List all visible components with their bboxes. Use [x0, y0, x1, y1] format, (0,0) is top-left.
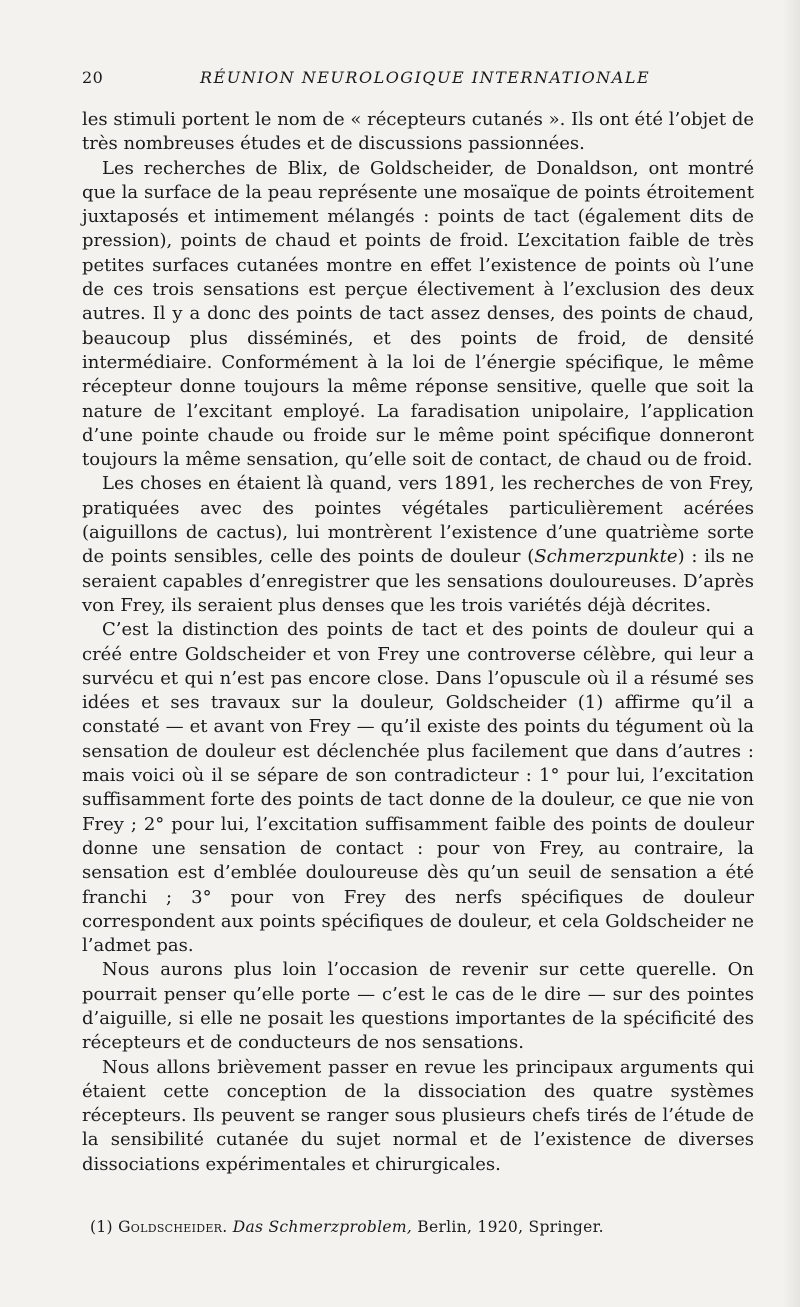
paragraph-4: C’est la distinction des points de tact et des points de douleur qui a créé entre Goldscheider et von Frey une controverse célèbre, qui leur a survécu et qui n’est pas encore close. Dans l’opuscule où il a résumé ses idées et ses travaux sur la douleur, Goldscheider (1) affirme qu’il a constaté — et avant von Frey — qu’il existe des points du tégument où la sensation de douleur est déclenchée plus facilement que dans d’autres : mais voici où il se sépare de son contradicteur : 1° pour lui, l’excitation suffisamment forte des points de tact donne de la douleur, ce que nie von Frey ; 2° pour lui, l’excitation suffisamment faible des points de douleur donne une sensation de contact : pour von Frey, au contraire, la sensation est d’emblée douloureuse dès qu’un seuil de sensation a été franchi ; 3° pour von Frey des nerfs spécifiques de douleur correspondent aux points spécifiques de douleur, et cela Goldscheider ne l’admet pas.: [82, 619, 754, 957]
paragraph-3: [82, 472, 754, 618]
paragraph-2: Les recherches de Blix, de Goldscheider, de Donaldson, ont montré que la surface de la peau représente une mosaïque de points étroitement juxtaposés et intimement mélangés : points de tact (également dits de pression), points de chaud et points de froid. L’excitation faible de très petites surfaces cutanées montre en effet l’existence de points où l’une de ces trois sensations est perçue électivement à l’exclusion des deux autres. Il y a donc des points de tact assez denses, des points de chaud, beaucoup plus disséminés, et des points de froid, de densité intermédiaire. Conformément à la loi de l’énergie spécifique, le même récepteur donne toujours la même réponse sensitive, quelle que soit la nature de l’excitant employé. La faradisation unipolaire, l’application d’une pointe chaude ou froide sur le même point spécifique donneront toujours la même sensation, qu’elle soit de contact, de chaud ou de froid.: [82, 157, 754, 471]
paragraph-5: Nous aurons plus loin l’occasion de revenir sur cette querelle. On pourrait penser qu’elle porte — c’est le cas de le dire — sur des pointes d’aiguille, si elle ne posait les questions importantes de la spécificité des récepteurs et de conducteurs de nos sensations.: [82, 959, 754, 1054]
running-header: [82, 68, 754, 98]
footnote: [90, 1218, 604, 1236]
page-body: [82, 68, 754, 1177]
paragraph-6: Nous allons brièvement passer en revue les principaux arguments qui étaient cette conception de la dissociation des quatre systèmes récepteurs. Ils peuvent se ranger sous plusieurs chefs tirés de l’étude de la sensibilité cutanée du sujet normal et de l’existence de diverses dissociations expérimentales et chirurgicales.: [82, 1056, 754, 1175]
paragraph-3-text: Les choses en étaient là quand, vers 1891, les recherches de von Frey, pratiquées avec des pointes végétales particulièrement acérées (aiguillons de cactus), lui montrèrent l’existence d’une quatrième sorte de points sensibles, celle des points de douleur (: [82, 473, 754, 568]
paragraph-1: les stimuli portent le nom de « récepteurs cutanés ». Ils ont été l’objet de très nombreuses études et de discussions passionnées.: [82, 109, 754, 155]
footnote-marker: (1): [90, 1218, 113, 1236]
page-edge-shadow: [782, 0, 800, 1307]
footnote-author: Goldscheider.: [118, 1218, 228, 1236]
running-title: RÉUNION NEUROLOGIQUE INTERNATIONALE: [200, 68, 651, 87]
footnote-publication: Berlin, 1920, Springer.: [417, 1218, 604, 1236]
page-number: 20: [82, 68, 104, 87]
paragraph-3-text-end: ) : ils ne seraient capables d’enregistrer que les sensations douloureuses. D’après von Frey, ils seraient plus denses que les trois variétés déjà décrites.: [82, 546, 754, 616]
paragraph-3-italic-term: Schmerzpunkte: [534, 546, 678, 568]
footnote-title: Das Schmerzproblem,: [232, 1218, 413, 1236]
